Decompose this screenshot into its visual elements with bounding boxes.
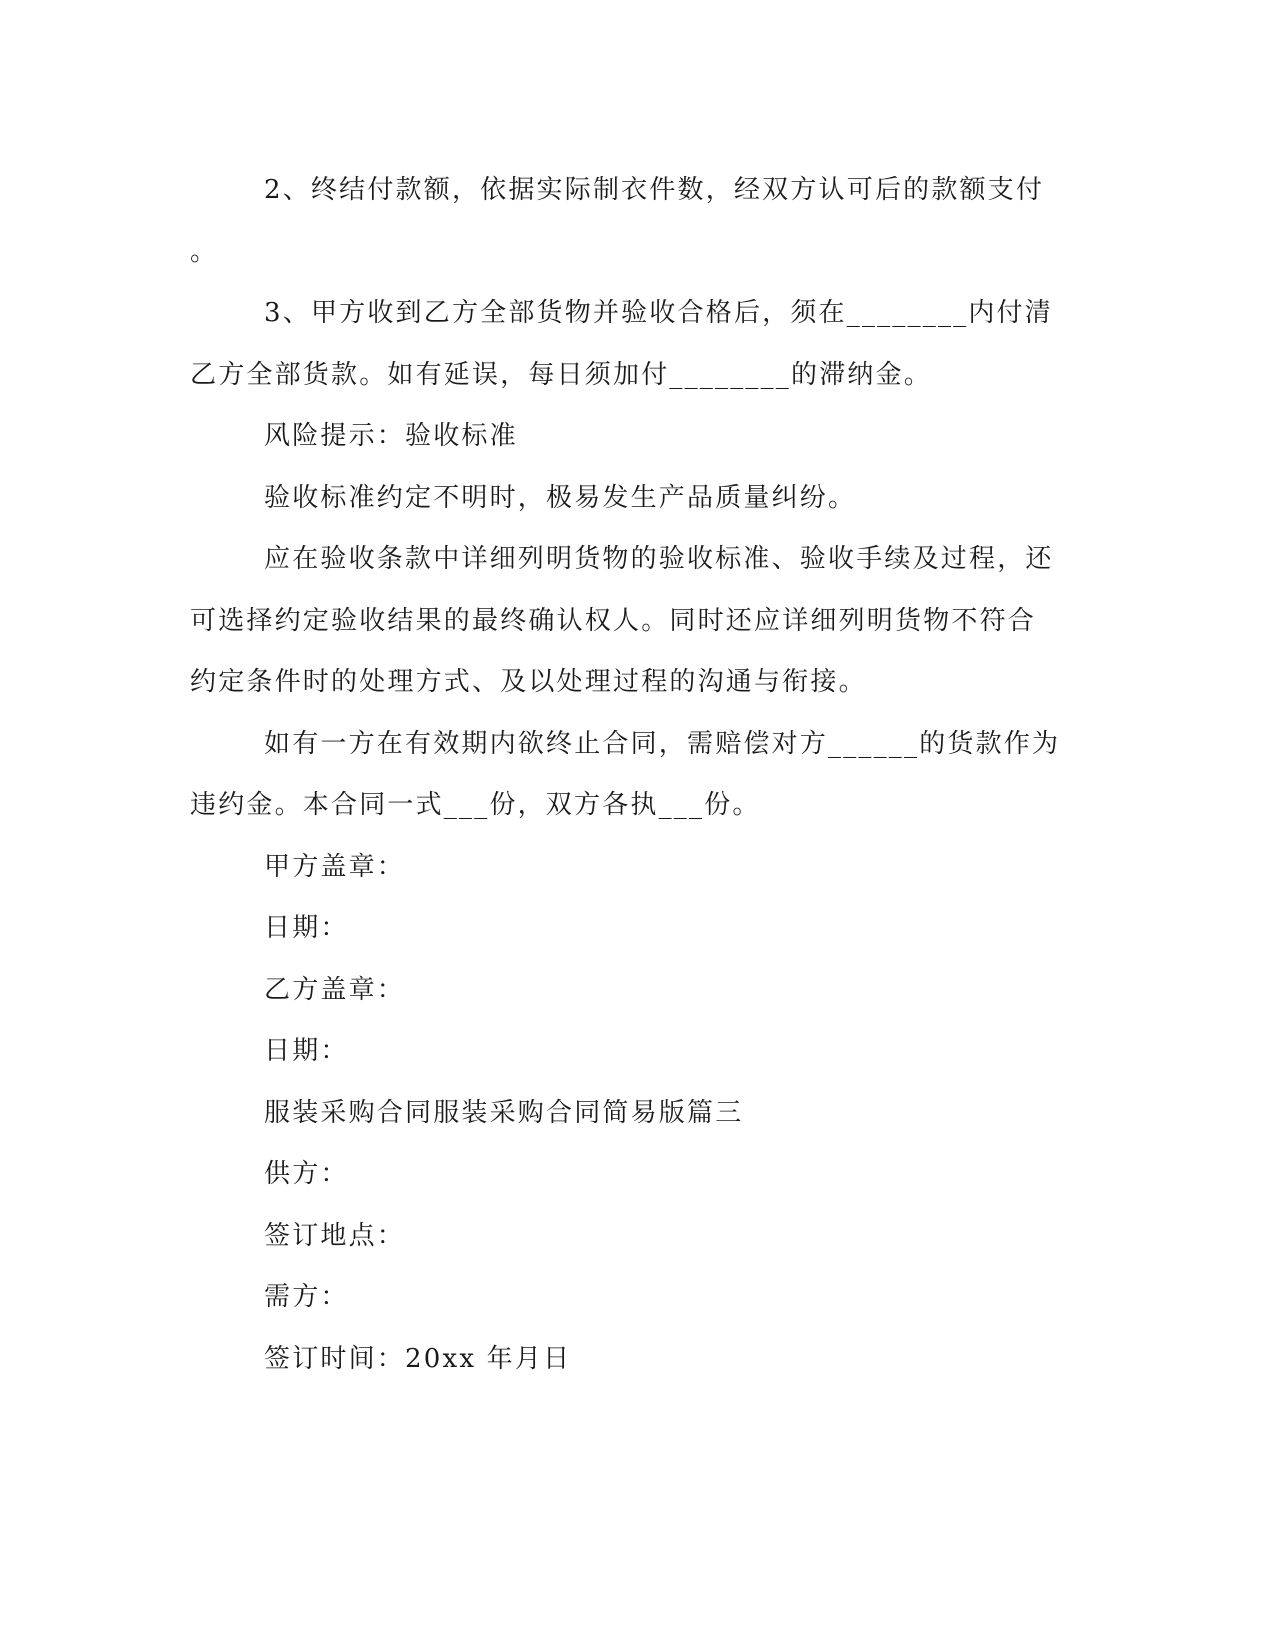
party-a-date-label: 日期： bbox=[264, 913, 349, 943]
termination-paragraph-line-1: 如有一方在有效期内欲终止合同，需赔偿对方______的货款作为 bbox=[264, 728, 1061, 759]
signing-place-label: 签订地点： bbox=[264, 1220, 406, 1251]
termination-paragraph-line-2: 违约金。本合同一式___份，双方各执___份。 bbox=[190, 790, 761, 820]
acceptance-paragraph-line-2: 可选择约定验收结果的最终确认权人。同时还应详细列明货物不符合 bbox=[190, 605, 1037, 636]
buyer-label: 需方： bbox=[264, 1282, 349, 1312]
risk-tip-text: 验收标准约定不明时，极易发生产品质量纠纷。 bbox=[264, 482, 857, 513]
party-b-date-label: 日期： bbox=[264, 1036, 349, 1066]
risk-tip-heading: 风险提示：验收标准 bbox=[264, 421, 518, 451]
party-b-seal-label: 乙方盖章： bbox=[264, 974, 406, 1005]
clause-3-line-1: 3、甲方收到乙方全部货物并验收合格后，须在________内付清 bbox=[264, 298, 1053, 328]
document-body bbox=[190, 160, 1080, 1390]
acceptance-paragraph-line-3: 约定条件时的处理方式、及以处理过程的沟通与衔接。 bbox=[190, 667, 867, 697]
signing-time-label: 签订时间：20xx 年月日 bbox=[264, 1343, 572, 1374]
clause-3-line-2: 乙方全部货款。如有延误，每日须加付________的滞纳金。 bbox=[190, 359, 933, 390]
clause-2-line-1: 2、终结付款额，依据实际制衣件数，经双方认可后的款额支付 bbox=[264, 175, 1045, 205]
section-title: 服装采购合同服装采购合同简易版篇三 bbox=[264, 1097, 744, 1128]
clause-2-line-2: 。 bbox=[190, 236, 219, 267]
supplier-label: 供方： bbox=[264, 1159, 349, 1189]
party-a-seal-label: 甲方盖章： bbox=[264, 851, 406, 882]
acceptance-paragraph-line-1: 应在验收条款中详细列明货物的验收标准、验收手续及过程，还 bbox=[264, 544, 1054, 574]
